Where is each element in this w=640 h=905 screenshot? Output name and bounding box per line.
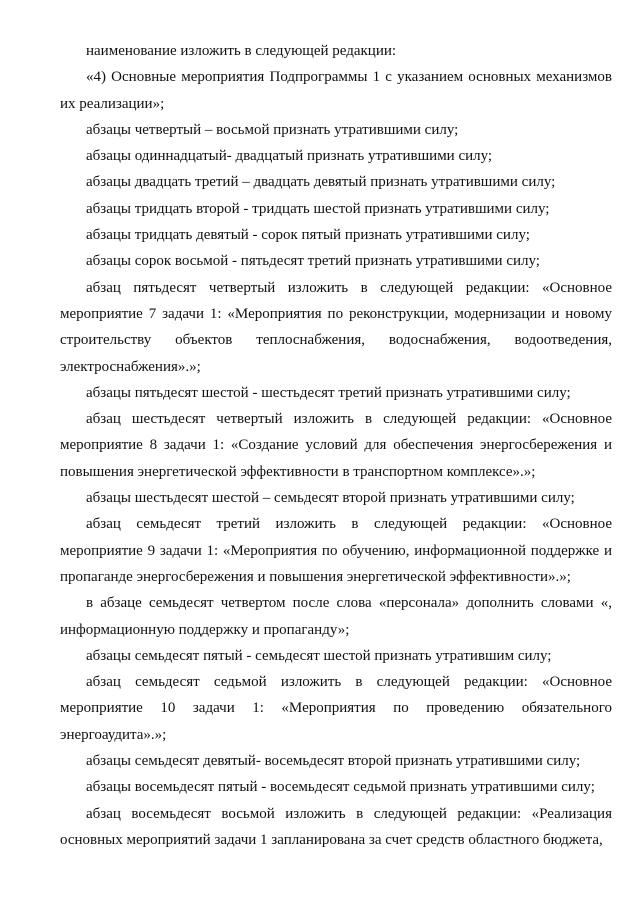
paragraph-17: абзацы семьдесят девятый- восемьдесят второй признать утратившими силу;: [86, 753, 581, 770]
paragraph-19: абзац восемьдесят восьмой изложить в следующей редакции: «Реализация основных мероприятий задачи 1 запланирована за счет средств областного бюджета,: [60, 805, 612, 848]
paragraph-9: абзац пятьдесят четвертый изложить в следующей редакции: «Основное мероприятие 7 задачи 1: «Мероприятия по реконструкции, модернизации и новому строительству объектов теплоснабжения, водоснабжения, водоотведения, электроснабжения».»;: [60, 279, 612, 375]
paragraph-5: абзацы двадцать третий – двадцать девятый признать утратившими силу;: [86, 174, 556, 191]
document-page: [60, 38, 612, 853]
paragraph-3: абзацы четвертый – восьмой признать утратившими силу;: [86, 121, 459, 138]
paragraph-6: абзацы тридцать второй - тридцать шестой признать утратившими силу;: [86, 200, 550, 217]
paragraph-8: абзацы сорок восьмой - пятьдесят третий признать утратившими силу;: [86, 253, 540, 270]
paragraph-10: абзацы пятьдесят шестой - шестьдесят третий признать утратившими силу;: [86, 384, 571, 401]
paragraph-2: «4) Основные мероприятия Подпрограммы 1 с указанием основных механизмов их реализации»;: [60, 69, 612, 112]
paragraph-4: абзацы одиннадцатый- двадцатый признать утратившими силу;: [86, 148, 493, 165]
paragraph-14: в абзаце семьдесят четвертом после слова «персонала» дополнить словами «, информационную поддержку и пропаганду»;: [60, 595, 612, 638]
paragraph-7: абзацы тридцать девятый - сорок пятый признать утратившими силу;: [86, 227, 530, 244]
paragraph-12: абзацы шестьдесят шестой – семьдесят второй признать утратившими силу;: [86, 490, 575, 507]
paragraph-11: абзац шестьдесят четвертый изложить в следующей редакции: «Основное мероприятие 8 задачи 1: «Создание условий для обеспечения энергосбережения и повышения энергетической эффективности в транспортном комплексе».»;: [60, 411, 612, 480]
paragraph-1: наименование изложить в следующей редакции:: [86, 43, 397, 59]
paragraph-16: абзац семьдесят седьмой изложить в следующей редакции: «Основное мероприятие 10 задачи 1: «Мероприятия по проведению обязательного энергоаудита».»;: [60, 674, 612, 743]
paragraph-13: абзац семьдесят третий изложить в следующей редакции: «Основное мероприятие 9 задачи 1: «Мероприятия по обучению, информационной поддержке и пропаганде энергосбережения и повышения энергетической эффективности».»;: [60, 516, 612, 585]
paragraph-15: абзацы семьдесят пятый - семьдесят шестой признать утратившим силу;: [86, 647, 552, 664]
paragraph-18: абзацы восемьдесят пятый - восемьдесят седьмой признать утратившими силу;: [86, 779, 595, 796]
